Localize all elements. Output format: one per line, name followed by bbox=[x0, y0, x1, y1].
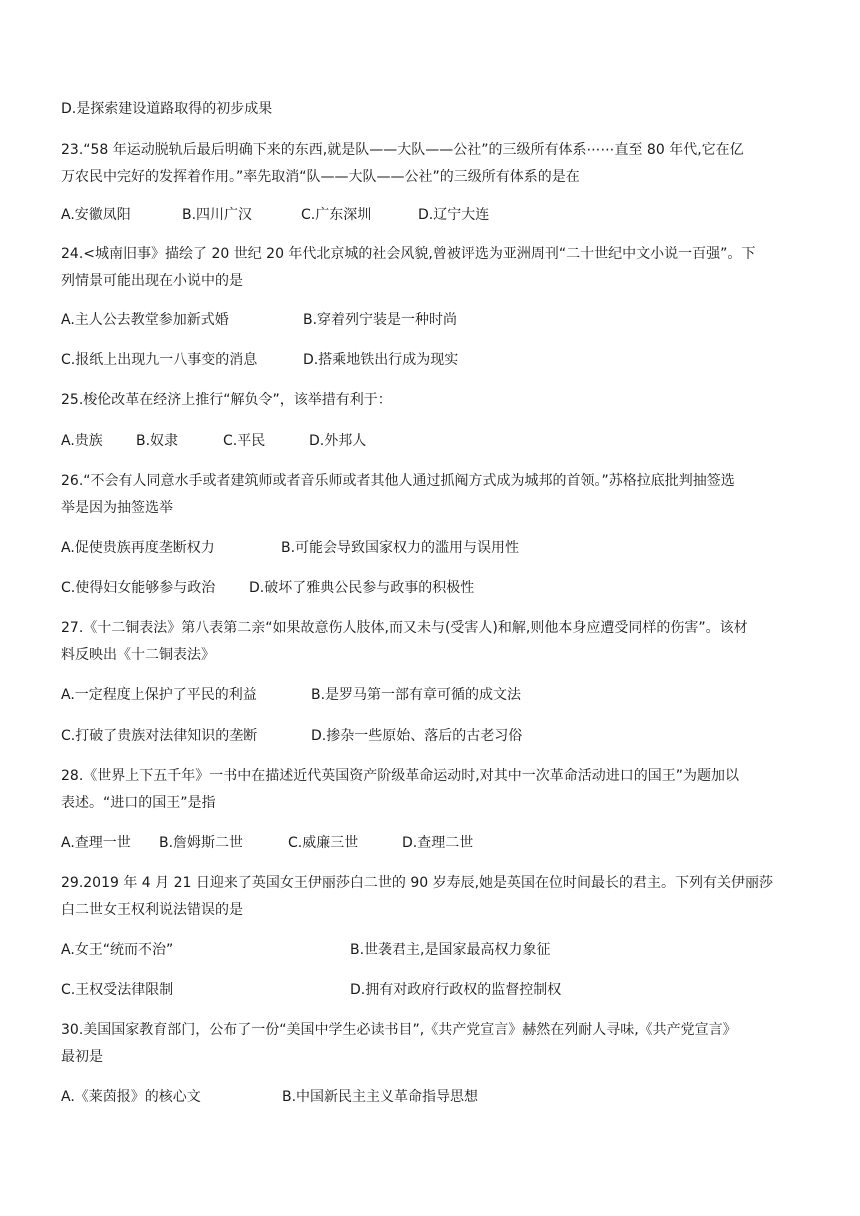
q27-option-a: A.一定程度上保护了平民的利益 bbox=[61, 687, 257, 703]
q24-option-d: D.搭乘地铁出行成为现实 bbox=[303, 352, 459, 368]
question-29-line-1: 29.2019 年 4 月 21 日迎来了英国女王伊丽莎白二世的 90 岁寿辰,她是英国在位时间最长的君主。下列有关伊丽莎 bbox=[61, 875, 774, 891]
q25-option-a: A.贵族 bbox=[61, 433, 103, 449]
question-30-line-2: 最初是 bbox=[61, 1049, 103, 1065]
q29-option-b: B.世袭君主,是国家最高权力象征 bbox=[350, 942, 551, 958]
question-26-line-2: 举是因为抽签选举 bbox=[61, 500, 173, 516]
q26-option-c: C.使得妇女能够参与政治 bbox=[61, 580, 216, 596]
q29-option-d: D.拥有对政府行政权的监督控制权 bbox=[350, 982, 562, 998]
question-27-line-1: 27.《十二铜表法》第八表第二亲“如果故意伤人肢体,而又未与(受害人)和解,则他本身应遭受同样的伤害”。该材 bbox=[61, 620, 748, 636]
q23-option-a: A.安徽凤阳 bbox=[61, 207, 131, 223]
question-30-line-1: 30.美国国家教育部门，公布了一份“美国中学生必读书目”,《共产党宣言》赫然在列耐人寻味,《共产党宣言》 bbox=[61, 1022, 737, 1038]
q29-option-a: A.女王“统而不治” bbox=[61, 942, 174, 958]
q28-option-b: B.詹姆斯二世 bbox=[159, 835, 244, 851]
question-28-line-1: 28.《世界上下五千年》一书中在描述近代英国资产阶级革命运动时,对其中一次革命活动进口的国王”为题加以 bbox=[61, 768, 739, 784]
q23-option-b: B.四川广汉 bbox=[182, 207, 253, 223]
q28-option-c: C.威廉三世 bbox=[288, 835, 359, 851]
question-23-line-2: 万农民中完好的发挥着作用。”率先取消“队——大队——公社”的三级所有体系的是在 bbox=[61, 169, 580, 185]
option-line-q22-d: D.是探索建设道路取得的初步成果 bbox=[61, 101, 273, 117]
q25-option-b: B.奴隶 bbox=[136, 433, 179, 449]
q28-option-d: D.查理二世 bbox=[402, 835, 474, 851]
q26-option-b: B.可能会导致国家权力的滥用与误用性 bbox=[281, 540, 520, 556]
q30-option-a: A.《莱茵报》的核心文 bbox=[61, 1089, 201, 1105]
q25-option-c: C.平民 bbox=[223, 433, 266, 449]
question-29-line-2: 白二世女王权利说法错误的是 bbox=[61, 902, 243, 918]
q23-option-d: D.辽宁大连 bbox=[418, 207, 490, 223]
q25-option-d: D.外邦人 bbox=[309, 433, 367, 449]
question-26-line-1: 26.“不会有人同意水手或者建筑师或者音乐师或者其他人通过抓阄方式成为城邦的首领。”苏格拉底批判抽签选 bbox=[61, 473, 735, 489]
q23-option-c: C.广东深圳 bbox=[301, 207, 372, 223]
q24-option-b: B.穿着列宁装是一种时尚 bbox=[303, 312, 458, 328]
q28-option-a: A.查理一世 bbox=[61, 835, 131, 851]
question-23-line-1: 23.“58 年运动脱轨后最后明确下来的东西,就是队——大队——公社”的三级所有体系⋯⋯直至 80 年代,它在亿 bbox=[61, 142, 744, 158]
q30-option-b: B.中国新民主主义革命指导思想 bbox=[282, 1089, 479, 1105]
question-25: 25.梭伦改革在经济上推行“解负令”，该举措有利于： bbox=[61, 392, 392, 408]
q26-option-d: D.破坏了雅典公民参与政事的积极性 bbox=[249, 580, 475, 596]
q26-option-a: A.促使贵族再度垄断权力 bbox=[61, 540, 215, 556]
question-28-line-2: 表述。“进口的国王”是指 bbox=[61, 795, 216, 811]
q27-option-d: D.掺杂一些原始、落后的古老习俗 bbox=[311, 728, 523, 744]
q24-option-a: A.主人公去教堂参加新式婚 bbox=[61, 312, 229, 328]
question-24-line-2: 列情景可能出现在小说中的是 bbox=[61, 273, 243, 289]
q24-option-c: C.报纸上出现九一八事变的消息 bbox=[61, 352, 258, 368]
q29-option-c: C.王权受法律限制 bbox=[61, 982, 174, 998]
question-24-line-1: 24.<城南旧事》描绘了 20 世纪 20 年代北京城的社会风貌,曾被评选为亚洲周刊“二十世纪中文小说一百强”。下 bbox=[61, 246, 756, 262]
q27-option-c: C.打破了贵族对法律知识的垄断 bbox=[61, 728, 258, 744]
q27-option-b: B.是罗马第一部有章可循的成文法 bbox=[311, 687, 522, 703]
question-27-line-2: 料反映出《十二铜表法》 bbox=[61, 647, 215, 663]
